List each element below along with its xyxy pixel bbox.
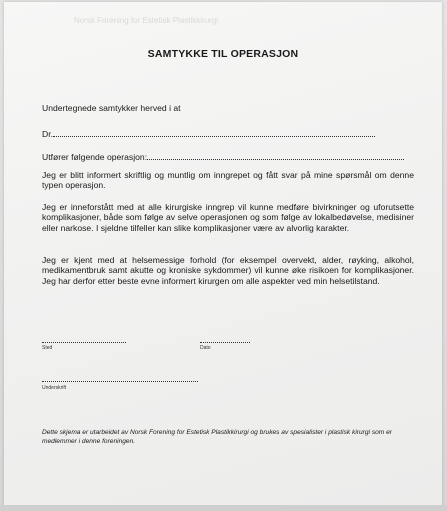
signature-dotted-line <box>42 380 198 382</box>
page-bottom-edge <box>0 505 447 511</box>
operation-label: Utfører følgende operasjon: <box>42 152 148 162</box>
bleed-through-header: Norsk Forening for Estetisk Plastikkirurgi <box>74 16 219 25</box>
operation-dotted-line <box>147 151 404 160</box>
doctor-label: Dr. <box>42 129 53 139</box>
operation-field <box>42 151 404 162</box>
consent-form-page <box>4 2 442 508</box>
doctor-dotted-line <box>53 128 375 137</box>
doctor-field <box>42 128 375 139</box>
paragraph-health: Jeg er kjent med at helsemessige forhold (for eksempel overvekt, alder, røyking, alkohol, medikamentbruk samt akutte og kroniske sykdommer) vil kunne øke risikoen for komplikasjoner. Jeg har derfor etter beste evne informert kirurgen om alle aspekter ved min helsetilstand. <box>42 255 414 286</box>
date-dotted-line <box>200 341 250 343</box>
place-label: Sted <box>42 345 53 351</box>
form-title: SAMTYKKE TIL OPERASJON <box>147 48 299 60</box>
footer-note: Dette skjema er utarbeidet av Norsk Forening for Estetisk Plastikkirurgi og brukes av spesialister i plastisk kirurgi som er medlemmer i denne foreningen. <box>42 429 392 445</box>
signature-label: Underskrift <box>42 385 67 391</box>
paragraph-complications: Jeg er inneforstått med at alle kirurgiske inngrep vil kunne medføre bivirkninger og uforutsette komplikasjoner, både som følge av selve operasjonen og som følge av lokalbedøvelse, medisiner eller narkose. I sjeldne tilfeller kan slike komplikasjoner være av alvorlig karakter. <box>42 202 414 233</box>
intro-text: Undertegnede samtykker herved i at <box>42 103 181 113</box>
place-dotted-line <box>42 341 126 343</box>
date-label: Dato <box>200 345 211 351</box>
paragraph-information: Jeg er blitt informert skriftlig og muntlig om inngrepet og fått svar på mine spørsmål om denne typen operasjon. <box>42 170 414 191</box>
